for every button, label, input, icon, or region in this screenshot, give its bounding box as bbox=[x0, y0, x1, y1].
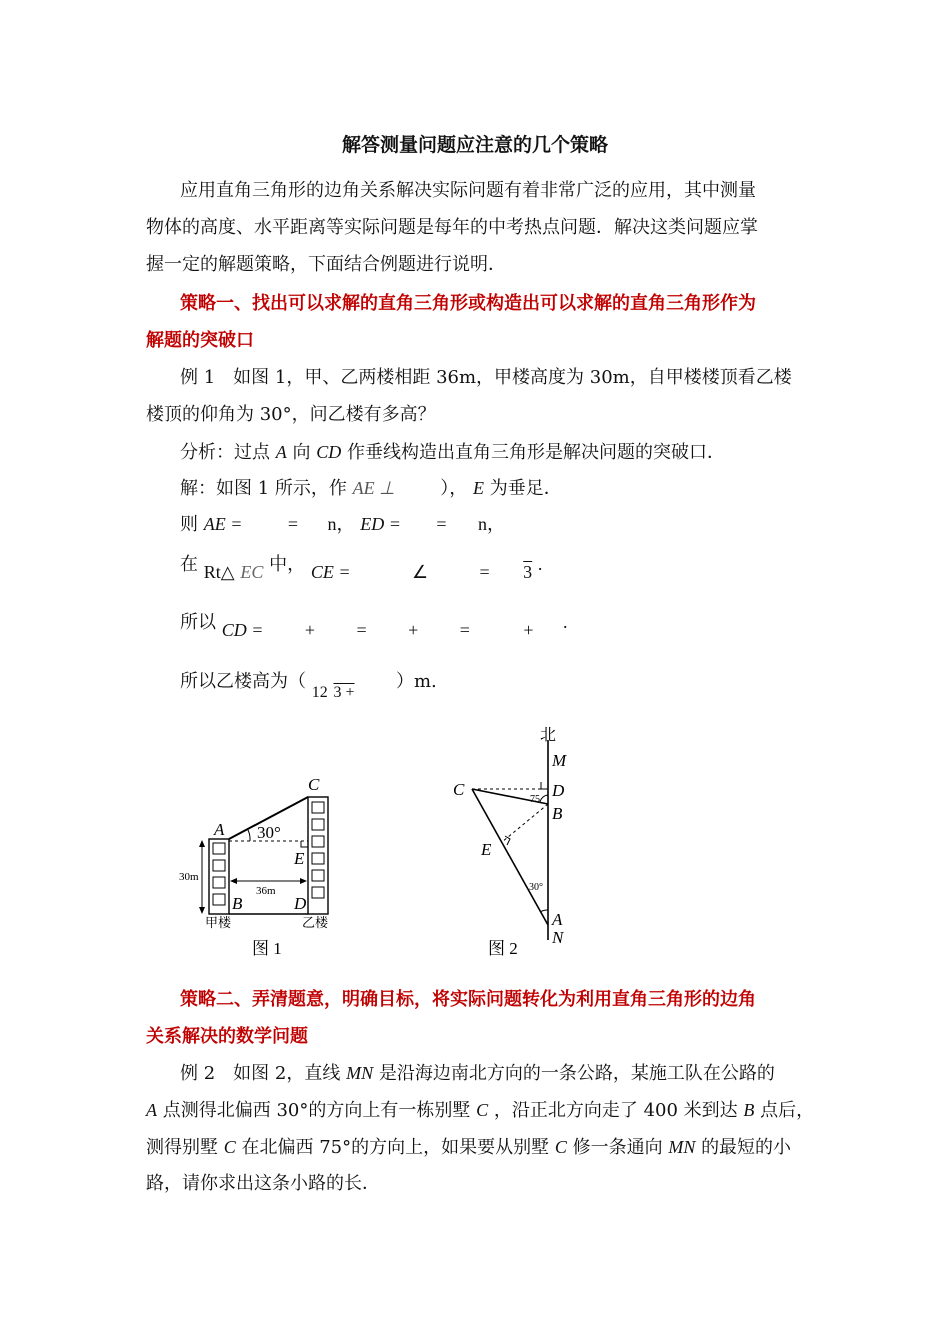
intro-line-1: 应用直角三角形的边角关系解决实际问题有着非常广泛的应用，其中测量 bbox=[180, 180, 756, 201]
fig2-label-n: N bbox=[552, 928, 564, 947]
fig2-label-a: A bbox=[552, 910, 563, 929]
right-angle-mark-e bbox=[505, 836, 510, 845]
window bbox=[312, 836, 324, 847]
so-cd-line: 所以 CD = + = + = + . bbox=[180, 612, 568, 640]
example1-line-1: 例 1 如图 1，甲、乙两楼相距 36m，甲楼高度为 30m，自甲楼楼顶看乙楼 bbox=[180, 367, 792, 388]
analysis-line: 分析：过点 A 向 CD 作垂线构造出直角三角形是解决问题的突破口． bbox=[180, 442, 725, 463]
fig1-height: 30m bbox=[179, 871, 199, 883]
intro-line-2: 物体的高度、水平距离等实际问题是每年的中考热点问题．解决这类问题应掌 bbox=[146, 217, 758, 238]
fig2-angle-75: 75 bbox=[530, 794, 540, 805]
example2-line-3: 测得别墅 C 在北偏西 75°的方向上，如果要从别墅 C 修一条通向 MN 的最短的小 bbox=[146, 1137, 792, 1158]
intro-line-3: 握一定的解题策略，下面结合例题进行说明． bbox=[146, 254, 506, 275]
building-right bbox=[308, 797, 328, 914]
fig1-building-left: 甲楼 bbox=[205, 915, 232, 930]
strategy2-heading-2: 关系解决的数学问题 bbox=[146, 1026, 308, 1047]
window bbox=[213, 877, 225, 888]
right-angle-mark-d bbox=[541, 782, 548, 789]
fig2-angle-30: 30° bbox=[529, 882, 543, 893]
fig1-label-c: C bbox=[308, 775, 320, 794]
window bbox=[312, 853, 324, 864]
window bbox=[312, 870, 324, 881]
page-title: 解答测量问题应注意的几个策略 bbox=[341, 134, 608, 156]
arrow-head bbox=[230, 878, 237, 884]
window bbox=[213, 894, 225, 905]
fig2-caption: 图 2 bbox=[488, 939, 518, 958]
fig2-label-e: E bbox=[481, 840, 492, 859]
strategy1-heading-2: 解题的突破口 bbox=[146, 330, 254, 351]
fig1-angle: 30° bbox=[257, 823, 281, 842]
window bbox=[312, 887, 324, 898]
angle-arc-30 bbox=[540, 910, 548, 912]
right-angle-mark bbox=[301, 841, 308, 847]
in-triangle-line: 在 Rt△ EC 中， CE = ∠ = 3 . bbox=[180, 554, 543, 582]
example2-line-1: 例 2 如图 2，直线 MN 是沿海边南北方向的一条公路，某施工队在公路的 bbox=[180, 1063, 775, 1084]
strategy1-heading-1: 策略一、找出可以求解的直角三角形或构造出可以求解的直角三角形作为 bbox=[180, 293, 756, 314]
arrow-head bbox=[199, 907, 205, 914]
then-line: 则 AE = = n， ED = = n， bbox=[180, 514, 505, 535]
strategy2-heading-1: 策略二、弄清题意，明确目标，将实际问题转化为利用直角三角形的边角 bbox=[180, 989, 756, 1010]
fig1-label-e: E bbox=[294, 849, 305, 868]
fig2-label-b: B bbox=[552, 804, 563, 823]
example2-line-2: A 点测得北偏西 30°的方向上有一栋别墅 C ，沿正北方向走了 400 米到达 B 点后， bbox=[146, 1100, 815, 1121]
example2-line-4: 路，请你求出这条小路的长． bbox=[146, 1173, 380, 1194]
fig2-label-d: D bbox=[552, 781, 565, 800]
fig2-label-c: C bbox=[453, 780, 465, 799]
be-line bbox=[502, 804, 548, 842]
fig2-label-m: M bbox=[552, 751, 567, 770]
example1-line-2: 楼顶的仰角为 30°，问乙楼有多高？ bbox=[146, 404, 436, 425]
figure-1 bbox=[170, 770, 350, 970]
fig1-label-d: D bbox=[294, 894, 307, 913]
solution-line: 解：如图 1 所示，作 AE ⊥ ）， E 为垂足． bbox=[180, 478, 562, 499]
window bbox=[213, 860, 225, 871]
fig1-distance: 36m bbox=[256, 885, 276, 897]
fig1-label-b: B bbox=[232, 894, 243, 913]
arrow-head bbox=[300, 878, 307, 884]
window bbox=[312, 819, 324, 830]
fig1-building-right: 乙楼 bbox=[302, 915, 329, 930]
arrow-head bbox=[199, 840, 205, 847]
fig2-north: 北 bbox=[540, 727, 557, 744]
fig1-caption: 图 1 bbox=[252, 939, 282, 958]
angle-arc bbox=[248, 830, 250, 841]
so-height-line: 所以乙楼高为（ 12 3 + ）m. bbox=[180, 671, 437, 701]
window bbox=[312, 802, 324, 813]
window bbox=[213, 843, 225, 854]
figure-2 bbox=[445, 720, 605, 965]
angle-arc-75 bbox=[540, 795, 548, 802]
fig1-label-a: A bbox=[214, 820, 225, 839]
